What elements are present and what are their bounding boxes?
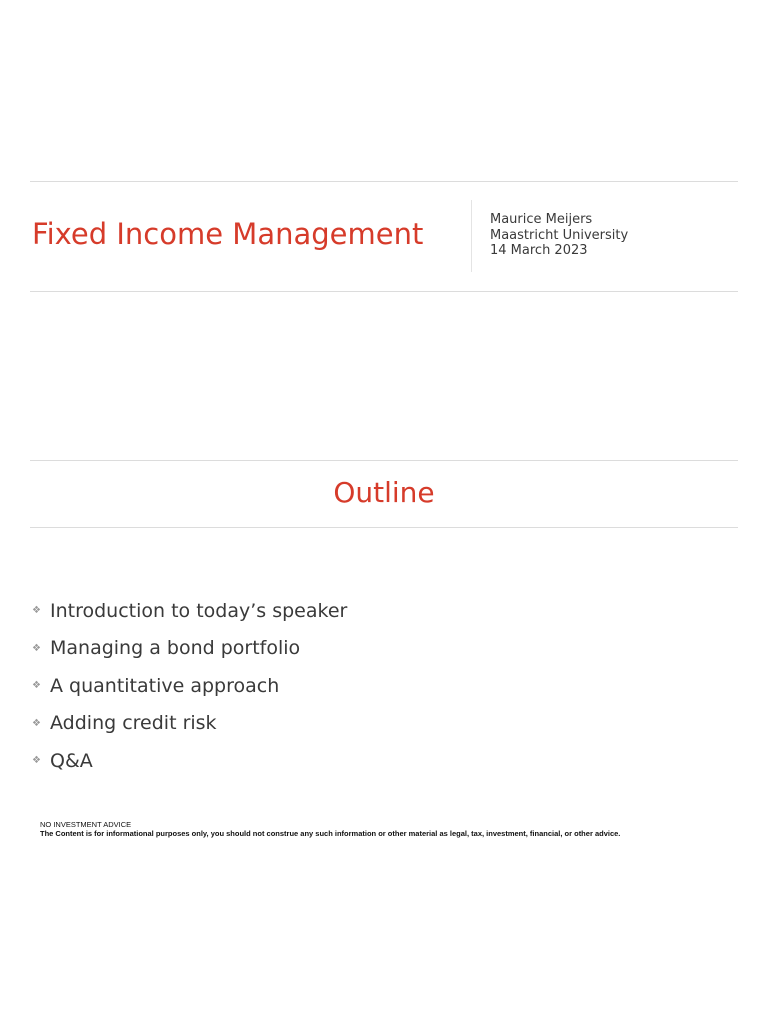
presenter-info — [490, 212, 628, 259]
presenter-name: Maurice Meijers — [490, 212, 593, 227]
list-item-label: Adding credit risk — [50, 712, 217, 735]
list-item — [32, 592, 347, 630]
presenter-institution: Maastricht University — [490, 227, 629, 243]
disclaimer — [40, 820, 620, 838]
title-divider — [471, 200, 472, 272]
diamond-bullet-icon: ❖ — [32, 605, 41, 617]
outline-top-rule — [30, 460, 738, 461]
diamond-bullet-icon: ❖ — [32, 642, 41, 654]
list-item-label: Managing a bond portfolio — [50, 637, 301, 660]
disclaimer-heading: NO INVESTMENT ADVICE — [40, 820, 132, 829]
disclaimer-text: The Content is for informational purposes only, you should not construe any such information or other material as legal, tax, investment, financial, or other advice. — [40, 829, 621, 838]
title-top-rule — [30, 181, 738, 182]
outline-list — [32, 592, 347, 780]
outline-heading: Outline — [333, 476, 435, 509]
presentation-date: 14 March 2023 — [490, 243, 588, 258]
list-item — [32, 630, 347, 668]
diamond-bullet-icon: ❖ — [32, 680, 41, 692]
diamond-bullet-icon: ❖ — [32, 717, 41, 729]
list-item — [32, 705, 347, 743]
title-bottom-rule — [30, 291, 738, 292]
list-item-label: Q&A — [50, 749, 93, 772]
diamond-bullet-icon: ❖ — [32, 755, 41, 767]
list-item-label: A quantitative approach — [50, 674, 280, 697]
list-item-label: Introduction to today’s speaker — [50, 599, 348, 622]
list-item — [32, 667, 347, 705]
outline-bottom-rule — [30, 527, 738, 528]
slide-title: Fixed Income Management — [32, 217, 424, 251]
list-item — [32, 742, 347, 780]
